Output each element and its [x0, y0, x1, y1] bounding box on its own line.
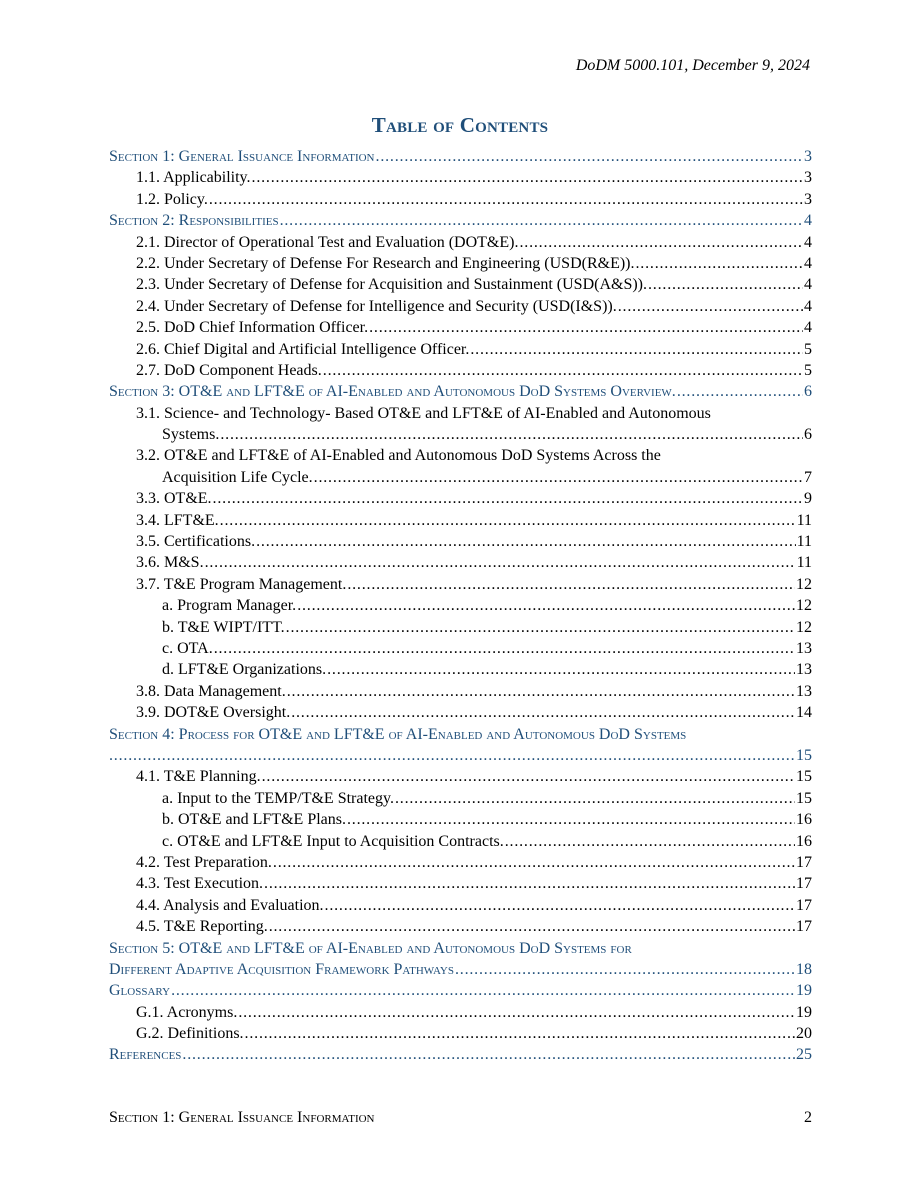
toc-entry-3-2[interactable]: 3.2. OT&E and LFT&E of AI-Enabled and Autonomous DoD Systems Across the Acquisition Life Cycle. . . . 7 [109, 445, 812, 488]
toc-entry-3-7[interactable]: 3.7. T&E Program Management. . . . 12 [109, 574, 812, 595]
footer-section-title: Section 1: General Issuance Information [109, 1109, 375, 1126]
toc-entry-2-7[interactable]: 2.7. DoD Component Heads. . . . 5 [109, 360, 812, 381]
toc-entry-2-5[interactable]: 2.5. DoD Chief Information Officer. . . . 4 [109, 317, 812, 338]
toc-entry-3-6[interactable]: 3.6. M&S. . . . 11 [109, 552, 812, 573]
toc-entry-section-5[interactable]: Section 5: OT&E and LFT&E of AI-Enabled and Autonomous DoD Systems for Different Adaptive Acquisition Framework Pathways . . . 18 [109, 938, 812, 981]
footer-page-number: 2 [804, 1109, 812, 1126]
toc-entry-section-1[interactable]: Section 1: General Issuance Information . . . 3 [109, 146, 812, 167]
toc-entry-3-5[interactable]: 3.5. Certifications. . . . 11 [109, 531, 812, 552]
toc-entry-3-7-a[interactable]: a. Program Manager. . . . 12 [109, 595, 812, 616]
toc-entry-4-1-c[interactable]: c. OT&E and LFT&E Input to Acquisition Contracts. . . . 16 [109, 831, 812, 852]
toc-entry-glossary[interactable]: Glossary . . . 19 [109, 980, 812, 1001]
toc-entry-4-1-b[interactable]: b. OT&E and LFT&E Plans. . . . 16 [109, 809, 812, 830]
toc-entry-2-1[interactable]: 2.1. Director of Operational Test and Evaluation (DOT&E). . . . 4 [109, 232, 812, 253]
toc-entry-3-1[interactable]: 3.1. Science- and Technology- Based OT&E and LFT&E of AI-Enabled and Autonomous Systems. . . . 6 [109, 403, 812, 446]
toc-entry-4-1-a[interactable]: a. Input to the TEMP/T&E Strategy. . . . 15 [109, 788, 812, 809]
toc-entry-4-4[interactable]: 4.4. Analysis and Evaluation. . . . 17 [109, 895, 812, 916]
toc-entry-references[interactable]: References . . . 25 [109, 1044, 812, 1065]
toc-entry-4-1[interactable]: 4.1. T&E Planning. . . . 15 [109, 766, 812, 787]
page-footer [109, 1108, 812, 1128]
toc-entry-2-4[interactable]: 2.4. Under Secretary of Defense for Intelligence and Security (USD(I&S)). . . . 4 [109, 296, 812, 317]
toc-entry-g-1[interactable]: G.1. Acronyms. . . . 19 [109, 1002, 812, 1023]
toc-entry-3-7-b[interactable]: b. T&E WIPT/ITT. . . . 12 [109, 617, 812, 638]
toc-entry-section-2[interactable]: Section 2: Responsibilities . . . 4 [109, 210, 812, 231]
page-title: Table of Contents [371, 113, 549, 137]
toc-entry-g-2[interactable]: G.2. Definitions. . . . 20 [109, 1023, 812, 1044]
table-of-contents [109, 146, 812, 1066]
toc-entry-1-2[interactable]: 1.2. Policy. . . . 3 [109, 189, 812, 210]
toc-entry-3-8[interactable]: 3.8. Data Management. . . . 13 [109, 681, 812, 702]
toc-entry-4-5[interactable]: 4.5. T&E Reporting. . . . 17 [109, 916, 812, 937]
toc-entry-3-7-d[interactable]: d. LFT&E Organizations. . . . 13 [109, 659, 812, 680]
toc-entry-3-9[interactable]: 3.9. DOT&E Oversight. . . . 14 [109, 702, 812, 723]
toc-entry-4-2[interactable]: 4.2. Test Preparation. . . . 17 [109, 852, 812, 873]
toc-entry-4-3[interactable]: 4.3. Test Execution. . . . 17 [109, 873, 812, 894]
toc-entry-section-4[interactable]: Section 4: Process for OT&E and LFT&E of AI-Enabled and Autonomous DoD Systems . . . 15 [109, 724, 812, 767]
toc-entry-section-3[interactable]: Section 3: OT&E and LFT&E of AI-Enabled and Autonomous DoD Systems Overview. . . . 6 [109, 381, 812, 402]
toc-entry-1-1[interactable]: 1.1. Applicability. . . . 3 [109, 167, 812, 188]
toc-entry-2-2[interactable]: 2.2. Under Secretary of Defense For Research and Engineering (USD(R&E)). . . . 4 [109, 253, 812, 274]
toc-entry-2-3[interactable]: 2.3. Under Secretary of Defense for Acquisition and Sustainment (USD(A&S)). . . . 4 [109, 274, 812, 295]
toc-entry-2-6[interactable]: 2.6. Chief Digital and Artificial Intelligence Officer. . . . 5 [109, 339, 812, 360]
toc-entry-3-3[interactable]: 3.3. OT&E. . . . 9 [109, 488, 812, 509]
document-header: DoDM 5000.101, December 9, 2024 [575, 57, 810, 74]
toc-entry-3-7-c[interactable]: c. OTA. . . . 13 [109, 638, 812, 659]
toc-entry-3-4[interactable]: 3.4. LFT&E. . . . 11 [109, 510, 812, 531]
